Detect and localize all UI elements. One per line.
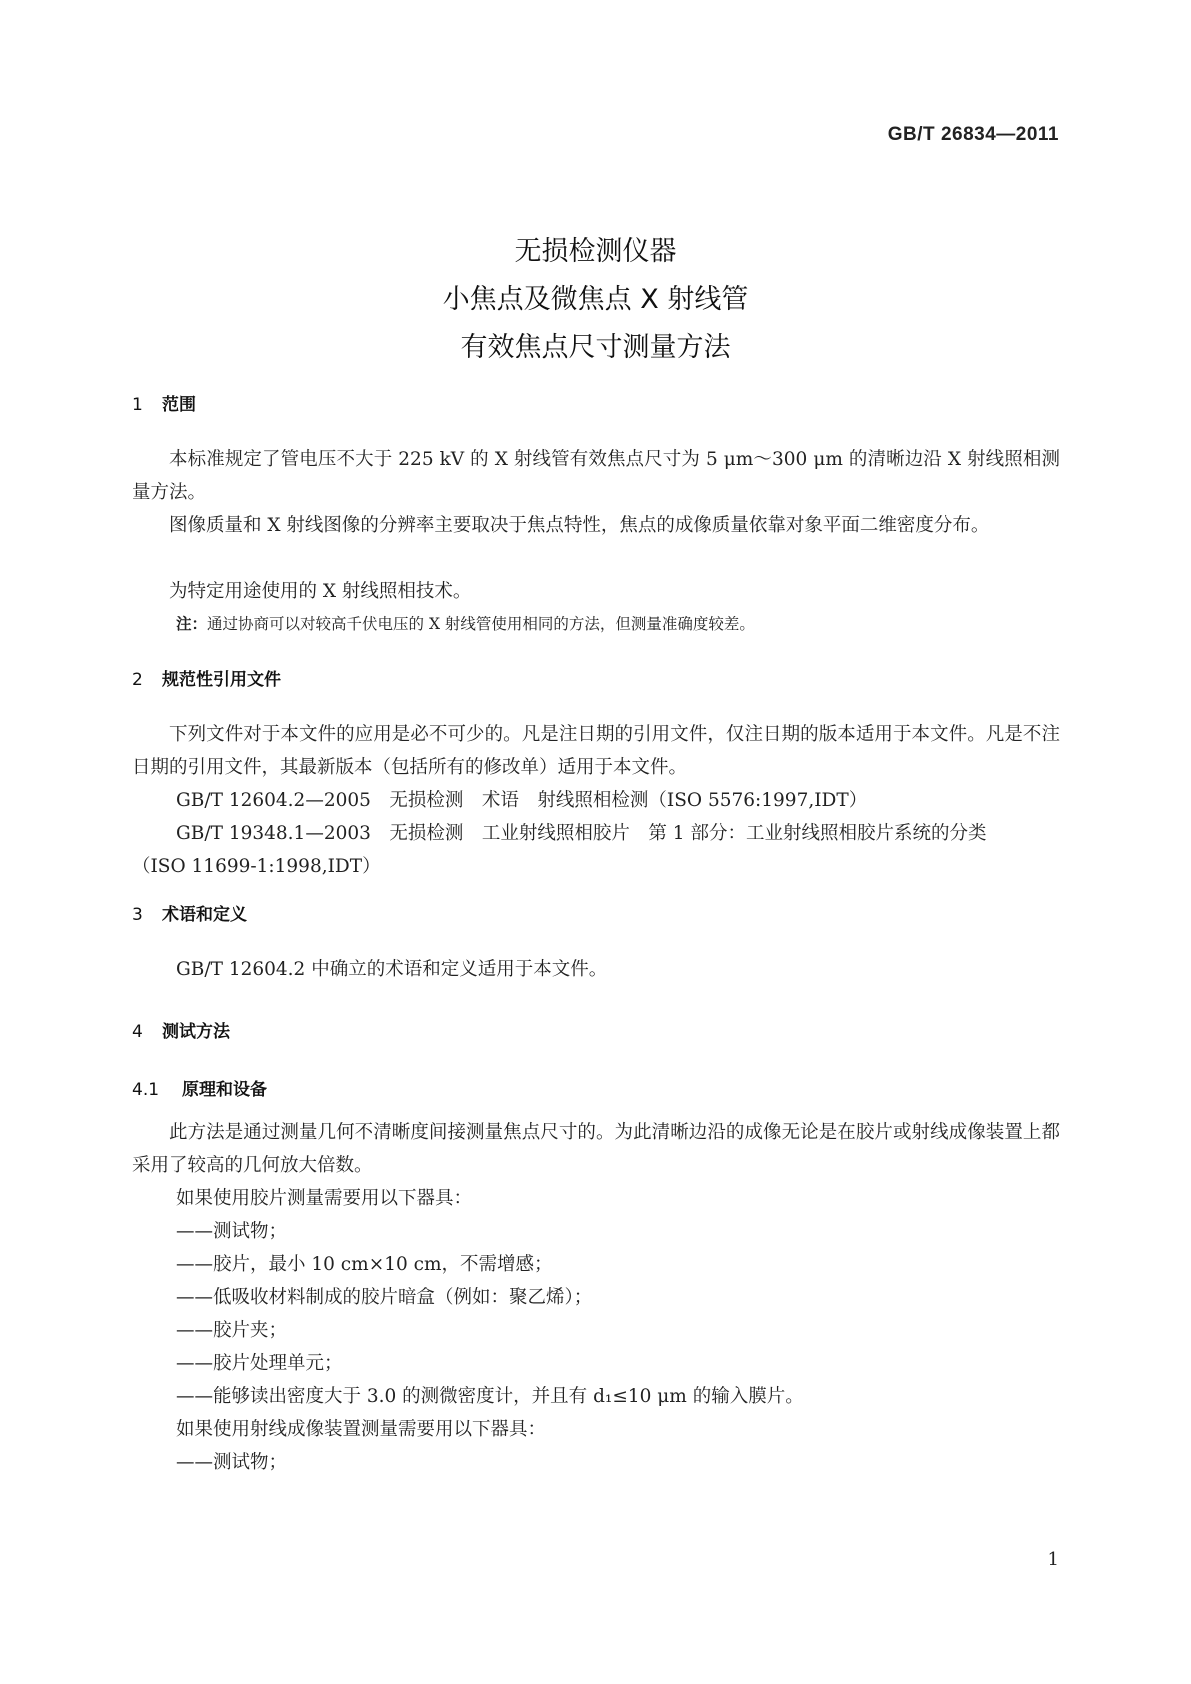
- section-1-paragraph-2: 图像质量和 X 射线图像的分辨率主要取决于焦点特性，焦点的成像质量依靠对象平面二维密度分布。: [169, 515, 990, 536]
- page-number: 1: [1047, 1549, 1059, 1570]
- note-label: 注：: [176, 615, 208, 633]
- section-4-1-paragraph-3: 如果使用射线成像装置测量需要用以下器具：: [176, 1419, 547, 1440]
- section-1-paragraph-3: 为特定用途使用的 X 射线照相技术。: [169, 581, 472, 602]
- list-item: ——胶片，最小 10 cm×10 cm，不需增感；: [176, 1254, 553, 1275]
- section-1-paragraph-1: 本标准规定了管电压不大于 225 kV 的 X 射线管有效焦点尺寸为 5 μm～300 μm 的清晰边沿 X 射线照相测量方法。: [132, 449, 1060, 503]
- section-3-heading: [132, 900, 247, 925]
- title-line-1: 无损检测仪器: [514, 236, 677, 267]
- list-item: ——测试物；: [176, 1452, 288, 1473]
- standard-code: GB/T 26834—2011: [887, 124, 1059, 145]
- section-2-paragraph-1: 下列文件对于本文件的应用是必不可少的。凡是注日期的引用文件，仅注日期的版本适用于本文件。凡是不注日期的引用文件，其最新版本（包括所有的修改单）适用于本文件。: [132, 724, 1060, 778]
- title-line-2: 小焦点及微焦点 X 射线管: [442, 284, 749, 315]
- list-item: ——低吸收材料制成的胶片暗盒（例如：聚乙烯）；: [176, 1287, 593, 1308]
- section-4-1-paragraph-1: 此方法是通过测量几何不清晰度间接测量焦点尺寸的。为此清晰边沿的成像无论是在胶片或射线成像装置上都采用了较高的几何放大倍数。: [132, 1122, 1060, 1176]
- normative-reference-2: GB/T 19348.1—2003 无损检测 工业射线照相胶片 第 1 部分：工业射线照相胶片系统的分类: [176, 823, 987, 844]
- list-item: ——能够读出密度大于 3.0 的测微密度计，并且有 d₁≤10 μm 的输入膜片。: [176, 1386, 804, 1407]
- section-number: 3: [132, 905, 143, 925]
- section-4-1-paragraph-2: 如果使用胶片测量需要用以下器具：: [176, 1188, 473, 1209]
- section-number: 4.1: [132, 1080, 160, 1100]
- document-title: [0, 228, 1191, 372]
- normative-reference-2-continued: （ISO 11699-1:1998,IDT）: [132, 856, 381, 877]
- section-number: 2: [132, 670, 143, 690]
- section-title: 范围: [162, 395, 196, 415]
- list-item: ——胶片处理单元；: [176, 1353, 343, 1374]
- section-1-note: [176, 612, 1060, 634]
- section-number: 1: [132, 395, 143, 415]
- normative-reference-1: GB/T 12604.2—2005 无损检测 术语 射线照相检测（ISO 5576:1997,IDT）: [176, 790, 868, 811]
- section-number: 4: [132, 1022, 143, 1042]
- section-title: 测试方法: [162, 1022, 230, 1042]
- list-item: ——测试物；: [176, 1221, 288, 1242]
- section-4-heading: [132, 1017, 230, 1042]
- section-2-heading: [132, 665, 281, 690]
- section-1-heading: [132, 390, 196, 415]
- section-title: 原理和设备: [182, 1080, 267, 1100]
- section-title: 规范性引用文件: [162, 670, 281, 690]
- section-4-1-heading: [132, 1075, 267, 1100]
- note-text: 通过协商可以对较高千伏电压的 X 射线管使用相同的方法，但测量准确度较差。: [207, 615, 755, 633]
- section-3-paragraph-1: GB/T 12604.2 中确立的术语和定义适用于本文件。: [176, 959, 608, 980]
- title-line-3: 有效焦点尺寸测量方法: [460, 332, 731, 363]
- list-item: ——胶片夹；: [176, 1320, 288, 1341]
- section-title: 术语和定义: [162, 905, 247, 925]
